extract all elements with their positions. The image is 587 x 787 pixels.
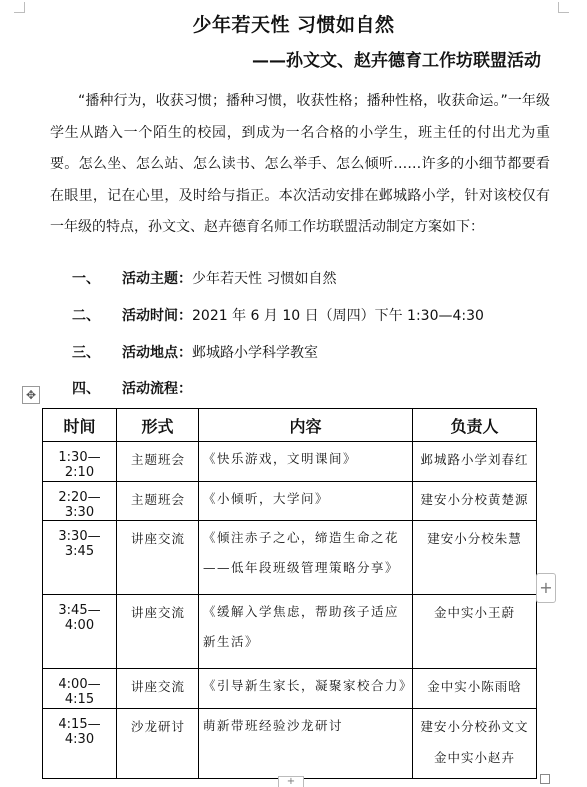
content-line: 《快乐游戏，文明课间》: [203, 451, 358, 466]
header-owner: 负责人: [413, 409, 537, 442]
intro-paragraph: [50, 86, 550, 244]
add-column-plus-icon[interactable]: +: [536, 573, 556, 603]
document-subtitle: ——孙文文、赵卉德育工作坊联盟活动: [252, 51, 541, 71]
cell-content: [199, 482, 413, 521]
item-process: [72, 378, 192, 398]
owner-line: 金中实小赵卉: [433, 750, 515, 765]
owner-line: 建安小分校朱慧: [427, 531, 522, 546]
table-move-icon[interactable]: ✥: [22, 386, 40, 404]
item-key: 活动主题：: [122, 271, 192, 287]
item-number: 三、: [72, 345, 100, 361]
cell-owner: [413, 482, 537, 521]
cell-time: 4:15—4:30: [43, 709, 117, 779]
content-line: 萌新带班经验沙龙研讨: [203, 718, 344, 733]
cell-time: 3:30—3:45: [43, 521, 117, 595]
intro-text: “播种行为，收获习惯；播种习惯，收获性格；播种性格，收获命运。”一年级学生从踏入一个陌生的校园，到成为一名合格的小学生，班主任的付出尤为重要。怎么坐、怎么站、怎么读书、怎么举手、怎么倾听……许多的小细节都要看在眼里，记在心里，及时给与指正。本次活动安排在邺城路小学，针对该校仅有一年级的特点，孙文文、赵卉德育名师工作坊联盟活动制定方案如下：: [50, 93, 550, 235]
content-line: 《倾注赤子之心，缔造生命之花: [203, 530, 400, 545]
content-line: ——低年段班级管理策略分享》: [203, 560, 400, 575]
document-title: 少年若天性 习惯如自然: [192, 14, 395, 36]
cell-owner: [413, 669, 537, 709]
add-row-plus-icon[interactable]: +: [278, 776, 304, 787]
item-value: 邺城路小学科学教室: [192, 345, 318, 361]
cell-owner: [413, 595, 537, 669]
item-time: [72, 305, 484, 325]
item-number: 四、: [72, 381, 100, 397]
cell-owner: [413, 521, 537, 595]
cell-content: [199, 442, 413, 482]
owner-line: 建安小分校黄楚源: [420, 492, 529, 507]
cell-form: 主题班会: [117, 482, 199, 521]
cell-content: [199, 709, 413, 779]
cell-form: 讲座交流: [117, 521, 199, 595]
cell-owner: [413, 709, 537, 779]
cell-time: 1:30—2:10: [43, 442, 117, 482]
content-line: 《引导新生家长，凝聚家校合力》: [203, 678, 414, 693]
item-number: 一、: [72, 271, 100, 287]
schedule-table: [42, 408, 537, 779]
table-row: [43, 595, 537, 669]
item-key: 活动流程：: [122, 381, 192, 397]
table-row: [43, 669, 537, 709]
content-line: 《缓解入学焦虑，帮助孩子适应: [203, 604, 400, 619]
owner-line: 建安小分校孙文文: [420, 719, 529, 734]
cell-form: 沙龙研讨: [117, 709, 199, 779]
owner-line: 邺城路小学刘春红: [420, 452, 529, 467]
cell-form: 讲座交流: [117, 669, 199, 709]
item-location: [72, 342, 318, 362]
item-key: 活动地点：: [122, 345, 192, 361]
item-number: 二、: [72, 308, 100, 324]
content-line: 新生活》: [203, 634, 260, 649]
table-row: [43, 442, 537, 482]
owner-line: 金中实小王蔚: [433, 605, 515, 620]
table-resize-handle[interactable]: [540, 774, 550, 784]
content-line: 《小倾听，大学问》: [203, 491, 330, 506]
cell-content: [199, 669, 413, 709]
table-row: [43, 482, 537, 521]
owner-line: 金中实小陈雨晗: [427, 679, 522, 694]
table-row: [43, 521, 537, 595]
cell-form: 主题班会: [117, 442, 199, 482]
cell-time: 2:20—3:30: [43, 482, 117, 521]
cell-content: [199, 521, 413, 595]
item-value: 少年若天性 习惯如自然: [192, 271, 337, 287]
header-time: 时间: [43, 409, 117, 442]
cell-content: [199, 595, 413, 669]
table-row: [43, 709, 537, 779]
cell-time: 4:00—4:15: [43, 669, 117, 709]
item-value: 2021 年 6 月 10 日（周四）下午 1:30—4:30: [192, 308, 484, 324]
cell-owner: [413, 442, 537, 482]
item-key: 活动时间：: [122, 308, 192, 324]
item-theme: [72, 268, 336, 288]
table-header-row: [43, 409, 537, 442]
header-form: 形式: [117, 409, 199, 442]
header-content: 内容: [199, 409, 413, 442]
cell-time: 3:45—4:00: [43, 595, 117, 669]
cell-form: 讲座交流: [117, 595, 199, 669]
